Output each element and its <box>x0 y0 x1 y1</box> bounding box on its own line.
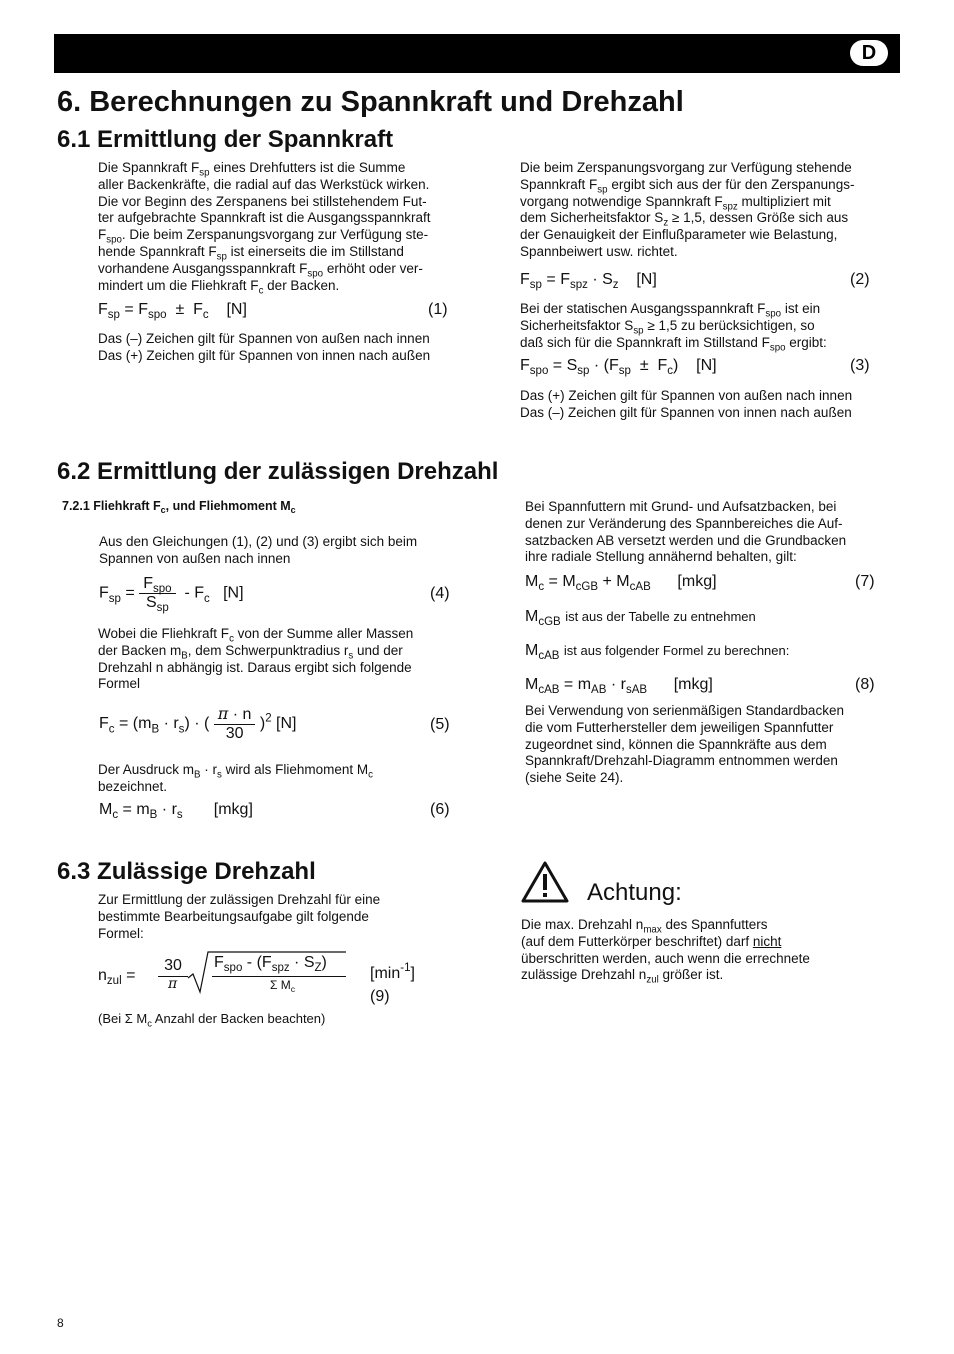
s61-right-paragraph-2: Bei der statischen Ausgangsspannkraft $F_{spo}$ ist ein Sicherheitsfaktor $S_{sp} \ge 1,5$ zu berücksichtigen, so daß sich für die Spannkraft im Stillstand $F_{spo}$ ergibt: <box>520 301 827 353</box>
s63-intro: Zur Ermittlung der zulässigen Drehzahl für eine bestimmte Bearbeitungsaufgabe gilt folgende Formel: <box>98 892 381 941</box>
s62-right-paragraph-2: Bei Verwendung von serienmäßigen Standardbacken die vom Futterhersteller dem jeweiligen Spannfutter zugeordnet sind, können die Spannkräfte aus dem Spannkraft/Drehzahl-Diagramm entnommen werden (siehe Seite 24). <box>525 703 844 786</box>
equation-9-unit: $[\min^{-1}]$ <box>370 962 415 982</box>
language-badge: D <box>850 40 888 66</box>
equation-6: $M_c = m_B \cdot r_s$ [mkg] <box>99 801 253 822</box>
equation-9: $n_{zul}$ = 30 π $F_{spo} - (F_{spz} \cdot S_Z)$ Σ $M_c$ <box>98 950 368 1005</box>
equation-7-number: (7) <box>855 573 875 590</box>
equation-5-number: (5) <box>430 716 450 733</box>
page-title: 6. Berechnungen zu Spannkraft und Drehzahl <box>57 86 684 118</box>
equation-1: $F_{sp} = F_{spo} \pm F_c$ [N] <box>98 301 247 322</box>
equation-8: $M_{cAB} = m_{AB} \cdot r_{sAB}$ [mkg] <box>525 676 713 697</box>
section-6-1-heading: 6.1 Ermittlung der Spannkraft <box>57 126 394 153</box>
s63-note: (Bei Σ $M_c$ Anzahl der Backen beachten) <box>98 1011 326 1029</box>
equation-3: $F_{spo} = S_{sp} \cdot (F_{sp} \pm F_c)$ [N] <box>520 357 717 378</box>
equation-7: $M_c = M_{cGB} + M_{cAB}$ [mkg] <box>525 573 717 594</box>
s61-left-notes: Das (–) Zeichen gilt für Spannen von außen nach innen Das (+) Zeichen gilt für Spannen von innen nach außen <box>98 331 431 363</box>
equation-2: $F_{sp} = F_{spz} \cdot S_z$ [N] <box>520 271 657 292</box>
warning-triangle-icon <box>521 861 569 903</box>
warning-title: Achtung: <box>587 879 682 906</box>
equation-5: $F_c = (m_B \cdot r_s)$ · ( $\frac{\pi \cdot n}{30}$ )$^2$ [N] <box>99 704 297 742</box>
equation-6-number: (6) <box>430 801 450 818</box>
s62-paragraph-2: Der Ausdruck $m_B \cdot r_s$ wird als Fliehmoment $M_c$ bezeichnet. <box>98 762 374 794</box>
mcgb-line: $M_{cGB}$ ist aus der Tabelle zu entnehmen <box>525 608 756 629</box>
equation-8-number: (8) <box>855 676 875 693</box>
s61-right-notes: Das (+) Zeichen gilt für Spannen von außen nach innen Das (–) Zeichen gilt für Spannen von innen nach außen <box>520 388 853 420</box>
subsection-7-2-1-heading: 7.2.1 Fliehkraft $F_c$, und Fliehmoment $M_c$ <box>62 499 296 516</box>
mcab-line: $M_{cAB}$ ist aus folgender Formel zu berechnen: <box>525 642 790 663</box>
section-6-3-heading: 6.3 Zulässige Drehzahl <box>57 858 316 885</box>
s61-right-paragraph: Die beim Zerspanungsvorgang zur Verfügung stehende Spannkraft $F_{sp}$ ergibt sich aus der für den Zerspanungs- vorgang notwendige Spannkraft $F_{spz}$ multipliziert mit dem Sicherheitsfaktor $S_z \ge 1,5$, dessen Größe sich aus der Genauigkeit der Einflußparameter wie Belastung, Spannbeiwert usw. richtet. <box>520 160 855 259</box>
equation-3-number: (3) <box>850 357 870 374</box>
equation-4: $F_{sp}$ = $\frac{F_{spo}}{S_{sp}}$ - $F_c$ [N] <box>99 575 244 615</box>
s62-right-paragraph: Bei Spannfuttern mit Grund- und Aufsatzbacken, bei denen zur Veränderung des Spannbereiches die Auf- satzbacken AB versetzt werden und die Grundbacken ihre radiale Stellung annähernd behalten, gilt: <box>525 499 847 565</box>
s62-paragraph: Wobei die Fliehkraft $F_c$ von der Summe aller Massen der Backen $m_B$, dem Schwerpunktradius $r_s$ und der Drehzahl n abhängig ist. Daraus ergibt sich folgende Formel <box>98 626 414 692</box>
header-bar <box>54 34 900 73</box>
section-6-2-heading: 6.2 Ermittlung der zulässigen Drehzahl <box>57 458 499 485</box>
s62-intro: Aus den Gleichungen (1), (2) und (3) ergibt sich beim Spannen von außen nach innen <box>99 534 418 566</box>
equation-2-number: (2) <box>850 271 870 288</box>
equation-1-number: (1) <box>428 301 448 318</box>
equation-9-number: (9) <box>370 988 390 1005</box>
equation-4-number: (4) <box>430 585 450 602</box>
page-number: 8 <box>57 1316 64 1330</box>
s61-left-paragraph: Die Spannkraft $F_{sp}$ eines Drehfutters ist die Summe aller Backenkräfte, die radial auf das Werkstück wirken. Die vor Beginn des Zerspanens bei stillstehendem Fut- ter aufgebrachte Spannkraft ist die Ausgangsspannkraft $F_{spo}$. Die beim Zerspanungsvorgang zur Verfügung ste- hende Spannkraft $F_{sp}$ ist einerseits die im Stillstand vorhandene Ausgangsspannkraft $F_{spo}$ erhöht oder ver- mindert um die Fliehkraft $F_c$ der Backen. <box>98 160 431 296</box>
warning-text: Die max. Drehzahl $n_{max}$ des Spannfutters (auf dem Futterkörper beschriftet) darf nicht überschritten werden, auch wenn die errechnete zulässige Drehzahl $n_{zul}$ größer ist. <box>521 917 810 986</box>
